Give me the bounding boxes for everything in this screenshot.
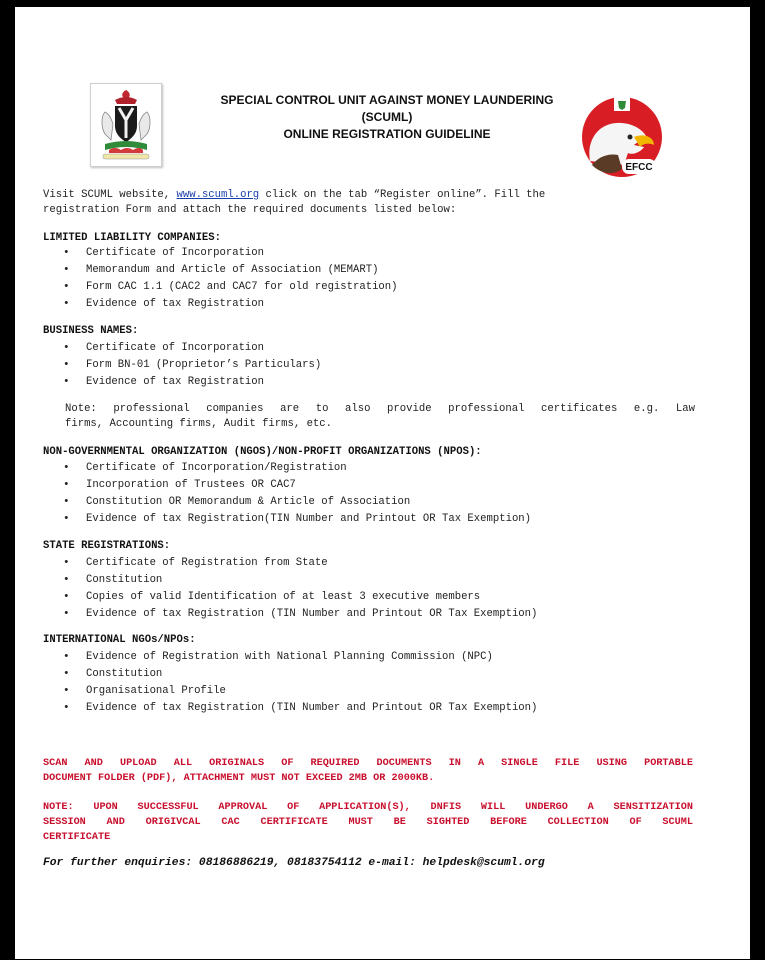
llc-list [43, 246, 693, 314]
coat-of-arms-logo [90, 83, 162, 167]
list-item: • Evidence of tax Registration(TIN Number and Printout OR Tax Exemption) [43, 512, 693, 529]
intro-line-1 [43, 188, 693, 203]
list-item: • Form BN-01 (Proprietor’s Particulars) [43, 358, 693, 375]
list-item: • Evidence of tax Registration [43, 375, 693, 392]
list-item: • Constitution [43, 573, 693, 590]
list-item: • Constitution OR Memorandum & Article of Association [43, 495, 693, 512]
title-line-3: ONLINE REGISTRATION GUIDELINE [283, 127, 491, 141]
ngo-list [43, 461, 693, 529]
note-line-1: Note: professional companies are to also provide professional certificates e.g. Law [65, 403, 695, 415]
note-line-2: firms, Accounting firms, Audit firms, etc. [65, 418, 333, 430]
intro-text-cont: click on the tab “Register online”. Fill the [259, 189, 546, 201]
list-item: • Memorandum and Article of Association (MEMART) [43, 263, 693, 280]
approval-line-2: SESSION AND ORIGIVCAL CAC CERTIFICATE MUST BE SIGHTED BEFORE COLLECTION OF SCUML [43, 817, 693, 828]
list-item: • Form CAC 1.1 (CAC2 and CAC7 for old registration) [43, 280, 693, 297]
list-item: • Incorporation of Trustees OR CAC7 [43, 478, 693, 495]
international-list [43, 650, 693, 718]
intro-paragraph [43, 188, 693, 218]
list-item: • Organisational Profile [43, 684, 693, 701]
section-heading-business-names: BUSINESS NAMES: [43, 325, 139, 337]
list-item: • Certificate of Incorporation [43, 246, 693, 263]
list-item: • Evidence of tax Registration (TIN Number and Printout OR Tax Exemption) [43, 701, 693, 718]
efcc-logo-text: EFCC [625, 162, 653, 173]
list-item: • Evidence of Registration with National Planning Commission (NPC) [43, 650, 693, 667]
scan-line-2: DOCUMENT FOLDER (PDF), ATTACHMENT MUST NOT EXCEED 2MB OR 2000KB. [43, 773, 435, 784]
section-heading-ngo: NON-GOVERNMENTAL ORGANIZATION (NGOS)/NON-PROFIT ORGANIZATIONS (NPOS): [43, 446, 482, 458]
title-line-1: SPECIAL CONTROL UNIT AGAINST MONEY LAUNDERING [220, 93, 554, 107]
list-item: • Evidence of tax Registration (TIN Number and Printout OR Tax Exemption) [43, 607, 693, 624]
list-item: • Certificate of Incorporation [43, 341, 693, 358]
list-item: • Certificate of Registration from State [43, 556, 693, 573]
list-item: • Constitution [43, 667, 693, 684]
state-list [43, 556, 693, 624]
section-heading-international: INTERNATIONAL NGOs/NPOs: [43, 634, 196, 646]
business-names-list [43, 341, 693, 392]
scuml-website-link[interactable]: www.scuml.org [176, 189, 260, 201]
title-line-2: (SCUML) [361, 110, 413, 124]
list-item: • Copies of valid Identification of at least 3 executive members [43, 590, 693, 607]
approval-line-1: NOTE: UPON SUCCESSFUL APPROVAL OF APPLICATION(S), DNFIS WILL UNDERGO A SENSITIZATION [43, 802, 693, 813]
section-heading-state: STATE REGISTRATIONS: [43, 540, 171, 552]
scan-line-1: SCAN AND UPLOAD ALL ORIGINALS OF REQUIRED DOCUMENTS IN A SINGLE FILE USING PORTABLE [43, 758, 693, 769]
list-item: • Evidence of tax Registration [43, 297, 693, 314]
document-title [182, 92, 592, 143]
enquiries-line: For further enquiries: 08186886219, 08183754112 e-mail: helpdesk@scuml.org [43, 857, 545, 869]
approval-line-3: CERTIFICATE [43, 832, 111, 843]
list-item: • Certificate of Incorporation/Registration [43, 461, 693, 478]
intro-text: Visit SCUML website, [43, 189, 177, 201]
efcc-logo [574, 95, 670, 179]
scan-upload-notice [43, 756, 693, 786]
professional-note [65, 402, 695, 432]
approval-notice [43, 800, 693, 845]
intro-line-2: registration Form and attach the required documents listed below: [43, 204, 457, 216]
section-heading-llc: LIMITED LIABILITY COMPANIES: [43, 232, 222, 244]
